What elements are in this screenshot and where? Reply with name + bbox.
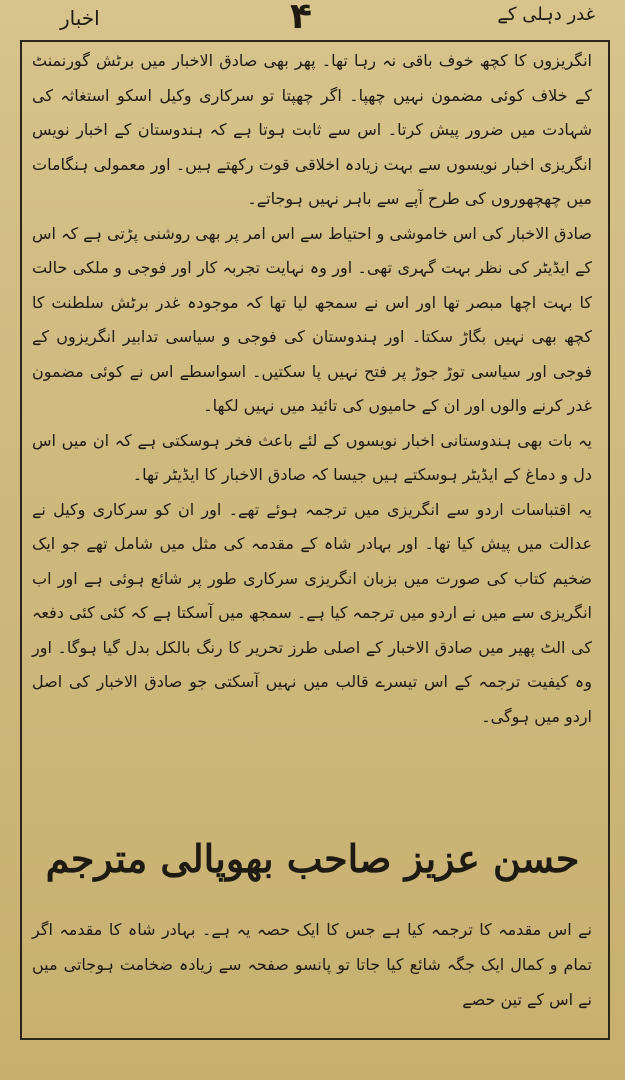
- paragraph-2: صادق الاخبار کی اس خاموشی و احتیاط سے اس امر پر بھی روشنی پڑتی ہے کہ اس کے ایڈیٹر کی نظر بہت گہری تھی۔ اور وہ نہایت تجربہ کار اور فوجی و ملکی حالت کا بہت اچھا مبصر تھا اور اس نے سمجھ لیا تھا کہ موجودہ غدر برٹش سلطنت کا کچھ بھی نہیں بگاڑ سکتا۔ اور ہندوستان کی فوجی و سیاسی تدابیر انگریزوں کے فوجی اور سیاسی توڑ جوڑ پر فتح نہیں پا سکتیں۔ اسواسطے اس نے کوئی مضمون غدر کرنے والوں اور ان کے حامیوں کی تائید میں نہیں لکھا۔: [32, 223, 592, 415]
- running-title-right: غدر دہلی کے: [497, 4, 595, 25]
- running-title-left: اخبار: [60, 6, 100, 30]
- paragraph-4: یہ اقتباسات اردو سے انگریزی میں ترجمہ ہوئے تھے۔ اور ان کو سرکاری وکیل نے عدالت میں پیش کیا تھا۔ اور بہادر شاہ کے مقدمہ کی مثل میں شامل تھے جو ایک ضخیم کتاب کی صورت میں بزبان انگریزی سرکاری طور پر شائع ہوئی ہے اور اب انگریزی سے میں نے اردو میں ترجمہ کیا ہے۔ سمجھ میں آسکتا ہے کہ کئی کئی دفعہ کی الٹ پھیر میں صادق الاخبار کے اصلی طرز تحریر کا رنگ بالکل بدل گیا ہوگا۔ اور وہ کیفیت ترجمہ کے اس تیسرے قالب میں نہیں آسکتی جو صادق الاخبار کی اصل اردو میں ہوگی۔: [31, 499, 592, 726]
- closing-paragraph: نے اس مقدمہ کا ترجمہ کیا ہے جس کا ایک حصہ یہ ہے۔ بہادر شاہ کا مقدمہ اگر تمام و کمال ایک جگہ شائع کیا جاتا تو پانسو صفحہ سے زیادہ ضخامت ہوجاتی میں نے اس کے تین حصے: [32, 920, 592, 1009]
- page-number: ۴: [290, 0, 312, 37]
- paragraph-1: انگریزوں کا کچھ خوف باقی نہ رہا تھا۔ پھر بھی صادق الاخبار میں برٹش گورنمنٹ کے خلاف کوئی مضمون نہیں چھپا۔ اگر چھپتا تو سرکاری وکیل اسکو استغاثہ کی شہادت میں ضرور پیش کرتا۔ اس سے ثابت ہوتا ہے کہ ہندوستان کے اخبار نویس انگریزی اخبار نویسوں سے بہت زیادہ اخلاقی قوت رکھتے ہیں۔ اور معمولی ہنگامات میں چھچھوروں کی طرح آپے سے باہر نہیں ہوجاتے۔: [32, 51, 592, 208]
- page-header: [0, 0, 625, 40]
- body-text: [32, 44, 592, 734]
- translator-heading: حسن عزیز صاحب بھوپالی مترجم: [45, 836, 580, 881]
- paragraph-3: یہ بات بھی ہندوستانی اخبار نویسوں کے لئے باعث فخر ہوسکتی ہے کہ ان میں اس دل و دماغ کے ایڈیٹر ہوسکتے ہیں جیسا کہ صادق الاخبار کا ایڈیٹر تھا۔: [32, 430, 592, 484]
